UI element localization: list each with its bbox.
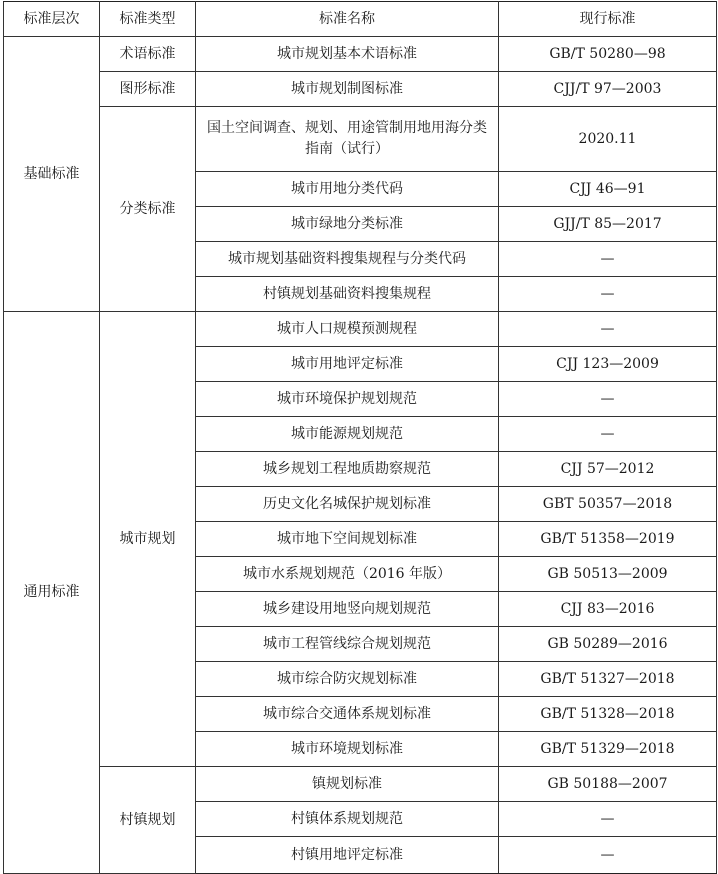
standard-name: 城市能源规划规范 <box>196 417 499 452</box>
type-terms: 术语标准 <box>100 37 196 72</box>
header-name: 标准名称 <box>196 2 499 37</box>
standard-current: CJJ 57—2012 <box>499 452 717 487</box>
standard-name: 村镇体系规划规范 <box>196 802 499 837</box>
standard-name: 村镇用地评定标准 <box>196 837 499 874</box>
standard-current: 2020.11 <box>499 107 717 172</box>
table-row <box>4 72 717 107</box>
table-row <box>4 107 717 172</box>
table-row <box>4 767 717 802</box>
standard-name: 城市规划基本术语标准 <box>196 37 499 72</box>
type-graphics: 图形标准 <box>100 72 196 107</box>
standard-current: GJJ/T 85—2017 <box>499 207 717 242</box>
group-basic: 基础标准 <box>4 37 100 312</box>
standard-current: GB/T 51328—2018 <box>499 697 717 732</box>
standard-current: — <box>499 417 717 452</box>
standard-name: 城市综合交通体系规划标准 <box>196 697 499 732</box>
standard-name: 村镇规划基础资料搜集规程 <box>196 277 499 312</box>
table-header-row <box>4 2 717 37</box>
type-urban: 城市规划 <box>100 312 196 767</box>
standard-name: 城市规划基础资料搜集规程与分类代码 <box>196 242 499 277</box>
standard-name: 城市绿地分类标准 <box>196 207 499 242</box>
type-village: 村镇规划 <box>100 767 196 874</box>
standard-current: CJJ 83—2016 <box>499 592 717 627</box>
table-row <box>4 312 717 347</box>
standard-current: — <box>499 802 717 837</box>
standard-current: CJJ 46—91 <box>499 172 717 207</box>
header-current: 现行标准 <box>499 2 717 37</box>
header-level: 标准层次 <box>4 2 100 37</box>
standard-current: — <box>499 382 717 417</box>
standard-name: 城市人口规模预测规程 <box>196 312 499 347</box>
group-general: 通用标准 <box>4 312 100 874</box>
standards-table <box>3 1 717 874</box>
standard-name: 城市用地分类代码 <box>196 172 499 207</box>
standard-current: CJJ 123—2009 <box>499 347 717 382</box>
standard-name: 历史文化名城保护规划标准 <box>196 487 499 522</box>
standard-current: GB/T 51358—2019 <box>499 522 717 557</box>
standard-name: 城乡建设用地竖向规划规范 <box>196 592 499 627</box>
standard-current: GB 50289—2016 <box>499 627 717 662</box>
standard-name: 镇规划标准 <box>196 767 499 802</box>
standard-name: 城市用地评定标准 <box>196 347 499 382</box>
standard-current: — <box>499 277 717 312</box>
standard-current: GB 50188—2007 <box>499 767 717 802</box>
standard-current: GB/T 51329—2018 <box>499 732 717 767</box>
standard-current: GB 50513—2009 <box>499 557 717 592</box>
standard-name: 城市水系规划规范（2016 年版） <box>196 557 499 592</box>
standard-name: 城乡规划工程地质勘察规范 <box>196 452 499 487</box>
standard-name: 城市环境规划标准 <box>196 732 499 767</box>
standard-name: 城市综合防灾规划标准 <box>196 662 499 697</box>
standard-name: 城市工程管线综合规划规范 <box>196 627 499 662</box>
standard-current: — <box>499 837 717 874</box>
standard-current: — <box>499 312 717 347</box>
standard-current: GB/T 51327—2018 <box>499 662 717 697</box>
type-classification: 分类标准 <box>100 107 196 312</box>
standard-name: 城市环境保护规划规范 <box>196 382 499 417</box>
standard-current: CJJ/T 97—2003 <box>499 72 717 107</box>
standard-current: GBT 50357—2018 <box>499 487 717 522</box>
header-type: 标准类型 <box>100 2 196 37</box>
standard-name: 城市地下空间规划标准 <box>196 522 499 557</box>
table-row <box>4 37 717 72</box>
standard-current: GB/T 50280—98 <box>499 37 717 72</box>
standard-name: 城市规划制图标准 <box>196 72 499 107</box>
standard-name: 国土空间调查、规划、用途管制用地用海分类指南（试行） <box>196 107 499 172</box>
standard-current: — <box>499 242 717 277</box>
